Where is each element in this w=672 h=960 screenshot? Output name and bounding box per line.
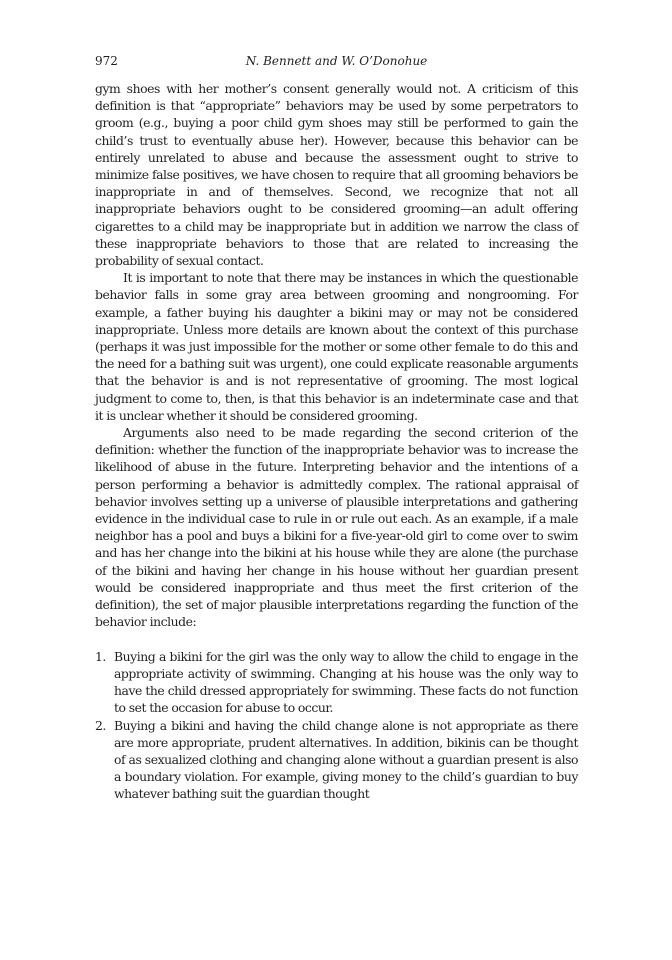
running-head: N. Bennett and W. O’Donohue — [245, 54, 428, 68]
page-header — [95, 50, 578, 70]
list-item — [95, 717, 578, 803]
paragraph-gray-area: It is important to note that there may be instances in which the questionable behavior falls in some gray area between grooming and nongrooming. For example, a father buying his daughter a bikini may or may not be considered inappropriate. Unless more details are known about the context of this purchase (perhaps it was just impossible for the mother or some other female to do this and the need for a bathing suit was urgent), one could explicate reasonable arguments that the behavior is and is not representative of grooming. The most logical judgment to come to, then, is that this behavior is an indeterminate case and that it is unclear whether it should be considered grooming. — [95, 270, 578, 423]
list-item-number: 2. — [95, 717, 106, 733]
paragraph-continued: gym shoes with her mother’s consent generally would not. A criticism of this definition is that “appropriate” behaviors may be used by some perpetrators to groom (e.g., buying a poor child gym shoes may still be performed to gain the child’s trust to eventually abuse her). However, because this behavior can be entirely unrelated to abuse and because the assessment ought to strive to minimize false positives, we have chosen to require that all grooming behaviors be inappropriate in and of themselves. Second, we recognize that not all inappropriate behaviors ought to be considered grooming—an adult offering cigarettes to a child may be inappropriate but in addition we narrow the class of these inappropriate behaviors to those that are related to increasing the probability of sexual contact. — [95, 81, 578, 269]
page-number: 972 — [95, 54, 118, 68]
list-item-text: Buying a bikini for the girl was the only way to allow the child to engage in the appropriate activity of swimming. Changing at his house was the only way to have the child dressed appropriately for swimming. These facts do not function to set the occasion for abuse to occur. — [114, 648, 578, 716]
list-item — [95, 648, 578, 717]
interpretations-list — [95, 648, 578, 803]
body-text — [95, 80, 578, 803]
paragraph-second-criterion: Arguments also need to be made regarding the second criterion of the definition: whether the function of the inappropriate behavior was to increase the likelihood of abuse in the future. Interpreting behavior and the intentions of a person performing a behavior is admittedly complex. The rational appraisal of behavior involves setting up a universe of plausible interpretations and gathering evidence in the individual case to rule in or rule out each. As an example, if a male neighbor has a pool and buys a bikini for a five-year-old girl to come over to swim and has her change into the bikini at his house while they are alone (the purchase of the bikini and having her change in his house without her guardian present would be considered inappropriate and thus meet the first criterion of the definition), the set of major plausible interpretations regarding the function of the behavior include: — [95, 425, 578, 630]
list-item-text: Buying a bikini and having the child change alone is not appropriate as there are more appropriate, prudent alternatives. In addition, bikinis can be thought of as sexualized clothing and changing alone without a guardian present is also a boundary violation. For example, giving money to the child’s guardian to buy whatever bathing suit the guardian thought — [114, 717, 578, 802]
list-item-number: 1. — [95, 648, 106, 664]
